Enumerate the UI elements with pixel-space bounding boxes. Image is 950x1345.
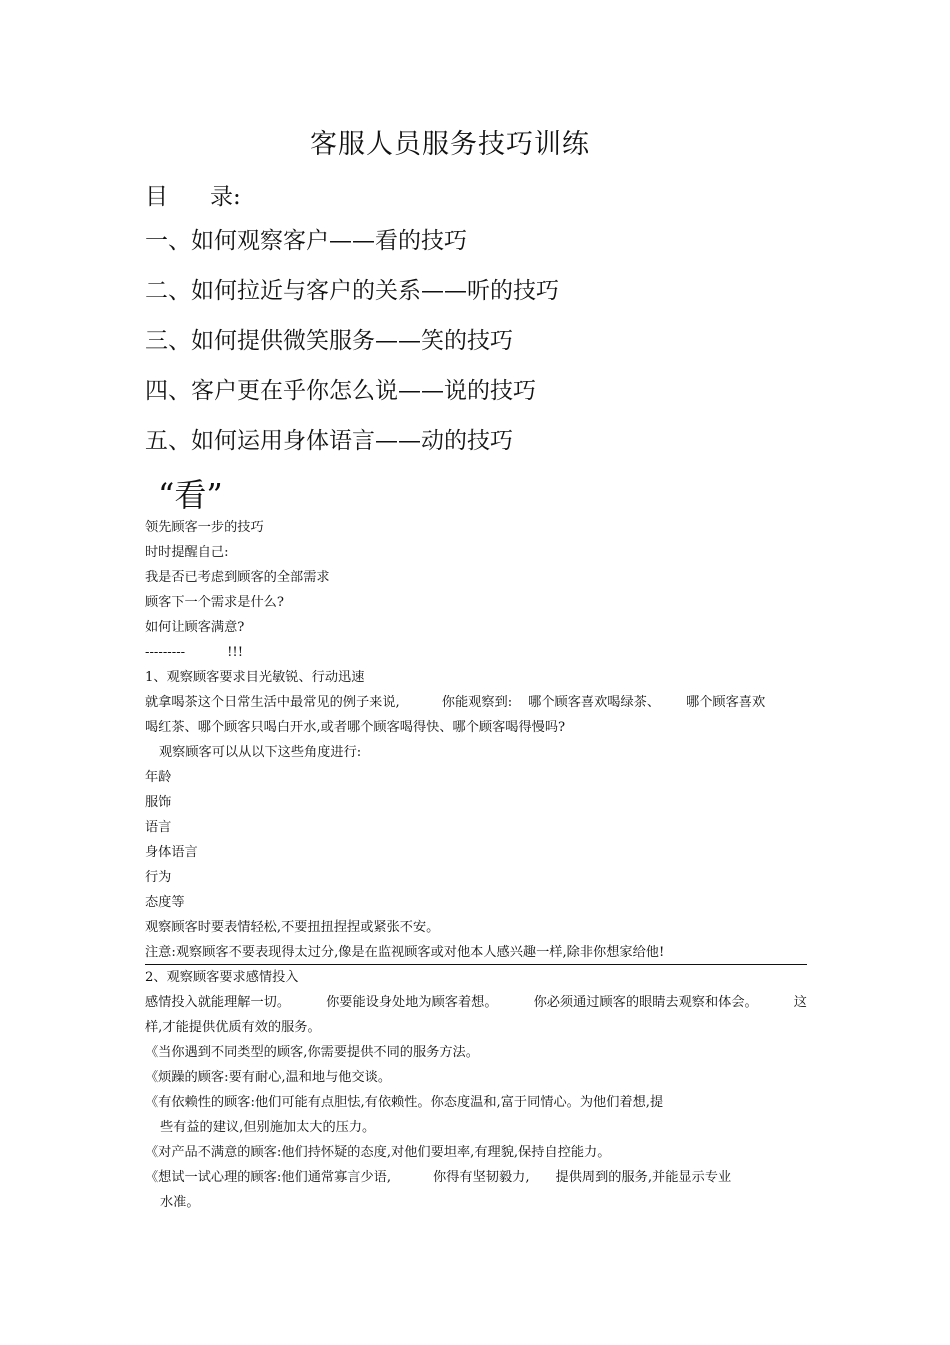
text-line: 时时提醒自己: (145, 545, 229, 560)
toc-item: 二、如何拉近与客户的关系——听的技巧 (145, 278, 559, 304)
list-item: 身体语言 (145, 845, 198, 860)
text-segment: 哪个顾客喜欢喝绿茶、 (528, 695, 661, 710)
text-line (145, 990, 807, 1015)
toc-item: 四、客户更在乎你怎么说——说的技巧 (145, 378, 536, 404)
text-segment: 这 (793, 995, 807, 1010)
text-segment: 你必须通过顾客的眼睛去观察和体会。 (533, 995, 758, 1010)
text-line: 《当你遇到不同类型的顾客,你需要提供不同的服务方法。 (145, 1045, 479, 1060)
text-line: 如何让顾客满意? (145, 620, 245, 635)
subheading: 2、观察顾客要求感情投入 (145, 970, 299, 985)
text-segment: 感情投入就能理解一切。 (145, 995, 291, 1010)
note-line: 注意:观察顾客不要表现得太过分,像是在监视顾客或对他本人感兴趣一样,除非你想家给他! (145, 940, 807, 965)
text-segment: 你要能设身处地为顾客着想。 (326, 995, 498, 1010)
text-line: 《有依赖性的顾客:他们可能有点胆怯,有依赖性。你态度温和,富于同情心。为他们着想,提 (145, 1095, 664, 1110)
text-line: 水准。 (160, 1195, 200, 1210)
list-item: 态度等 (145, 895, 185, 910)
text-line (145, 1165, 807, 1190)
list-item: 行为 (145, 870, 172, 885)
text-segment: 提供周到的服务,并能显示专业 (555, 1170, 732, 1185)
toc-heading-part-1: 目 (145, 184, 168, 210)
text-line (145, 690, 807, 715)
toc-heading (145, 178, 241, 211)
section-title: “看” (158, 476, 223, 514)
text-line: 顾客下一个需求是什么? (145, 595, 284, 610)
text-line: 领先顾客一步的技巧 (145, 520, 264, 535)
subheading: 1、观察顾客要求目光敏锐、行动迅速 (145, 670, 365, 685)
text-line: 我是否已考虑到顾客的全部需求 (145, 570, 330, 585)
list-item: 语言 (145, 820, 172, 835)
toc-item: 一、如何观察客户——看的技巧 (145, 228, 467, 254)
text-segment: 哪个顾客喜欢 (686, 695, 766, 710)
text-segment: 就拿喝茶这个日常生活中最常见的例子来说, (145, 695, 400, 710)
exclamations: !!! (227, 645, 244, 660)
text-line: 喝红茶、哪个顾客只喝白开水,或者哪个顾客喝得快、哪个顾客喝得慢吗? (145, 720, 566, 735)
text-line: 些有益的建议,但别施加太大的压力。 (160, 1120, 376, 1135)
list-item: 服饰 (145, 795, 172, 810)
text-line: 样,才能提供优质有效的服务。 (145, 1020, 321, 1035)
text-line (145, 640, 807, 665)
list-item: 年龄 (145, 770, 172, 785)
text-line: 《对产品不满意的顾客:他们持怀疑的态度,对他们要坦率,有理貌,保持自控能力。 (145, 1145, 611, 1160)
page-title: 客服人员服务技巧训练 (310, 129, 590, 160)
text-segment: 《想试一试心理的顾客:他们通常寡言少语, (145, 1170, 392, 1185)
text-segment: 你得有坚韧毅力, (433, 1170, 530, 1185)
text-line: 《烦躁的顾客:要有耐心,温和地与他交谈。 (145, 1070, 392, 1085)
toc-item: 三、如何提供微笑服务——笑的技巧 (145, 328, 513, 354)
text-segment: 你能观察到: (441, 695, 513, 710)
text-line: 观察顾客可以从以下这些角度进行: (159, 745, 362, 760)
dash-separator: --------- (145, 645, 186, 660)
text-line: 观察顾客时要表情轻松,不要扭扭捏捏或紧张不安。 (145, 920, 440, 935)
body-text (145, 515, 807, 1215)
toc-heading-part-2: 录: (210, 184, 241, 210)
table-of-contents (145, 224, 559, 474)
toc-item: 五、如何运用身体语言——动的技巧 (145, 428, 513, 454)
